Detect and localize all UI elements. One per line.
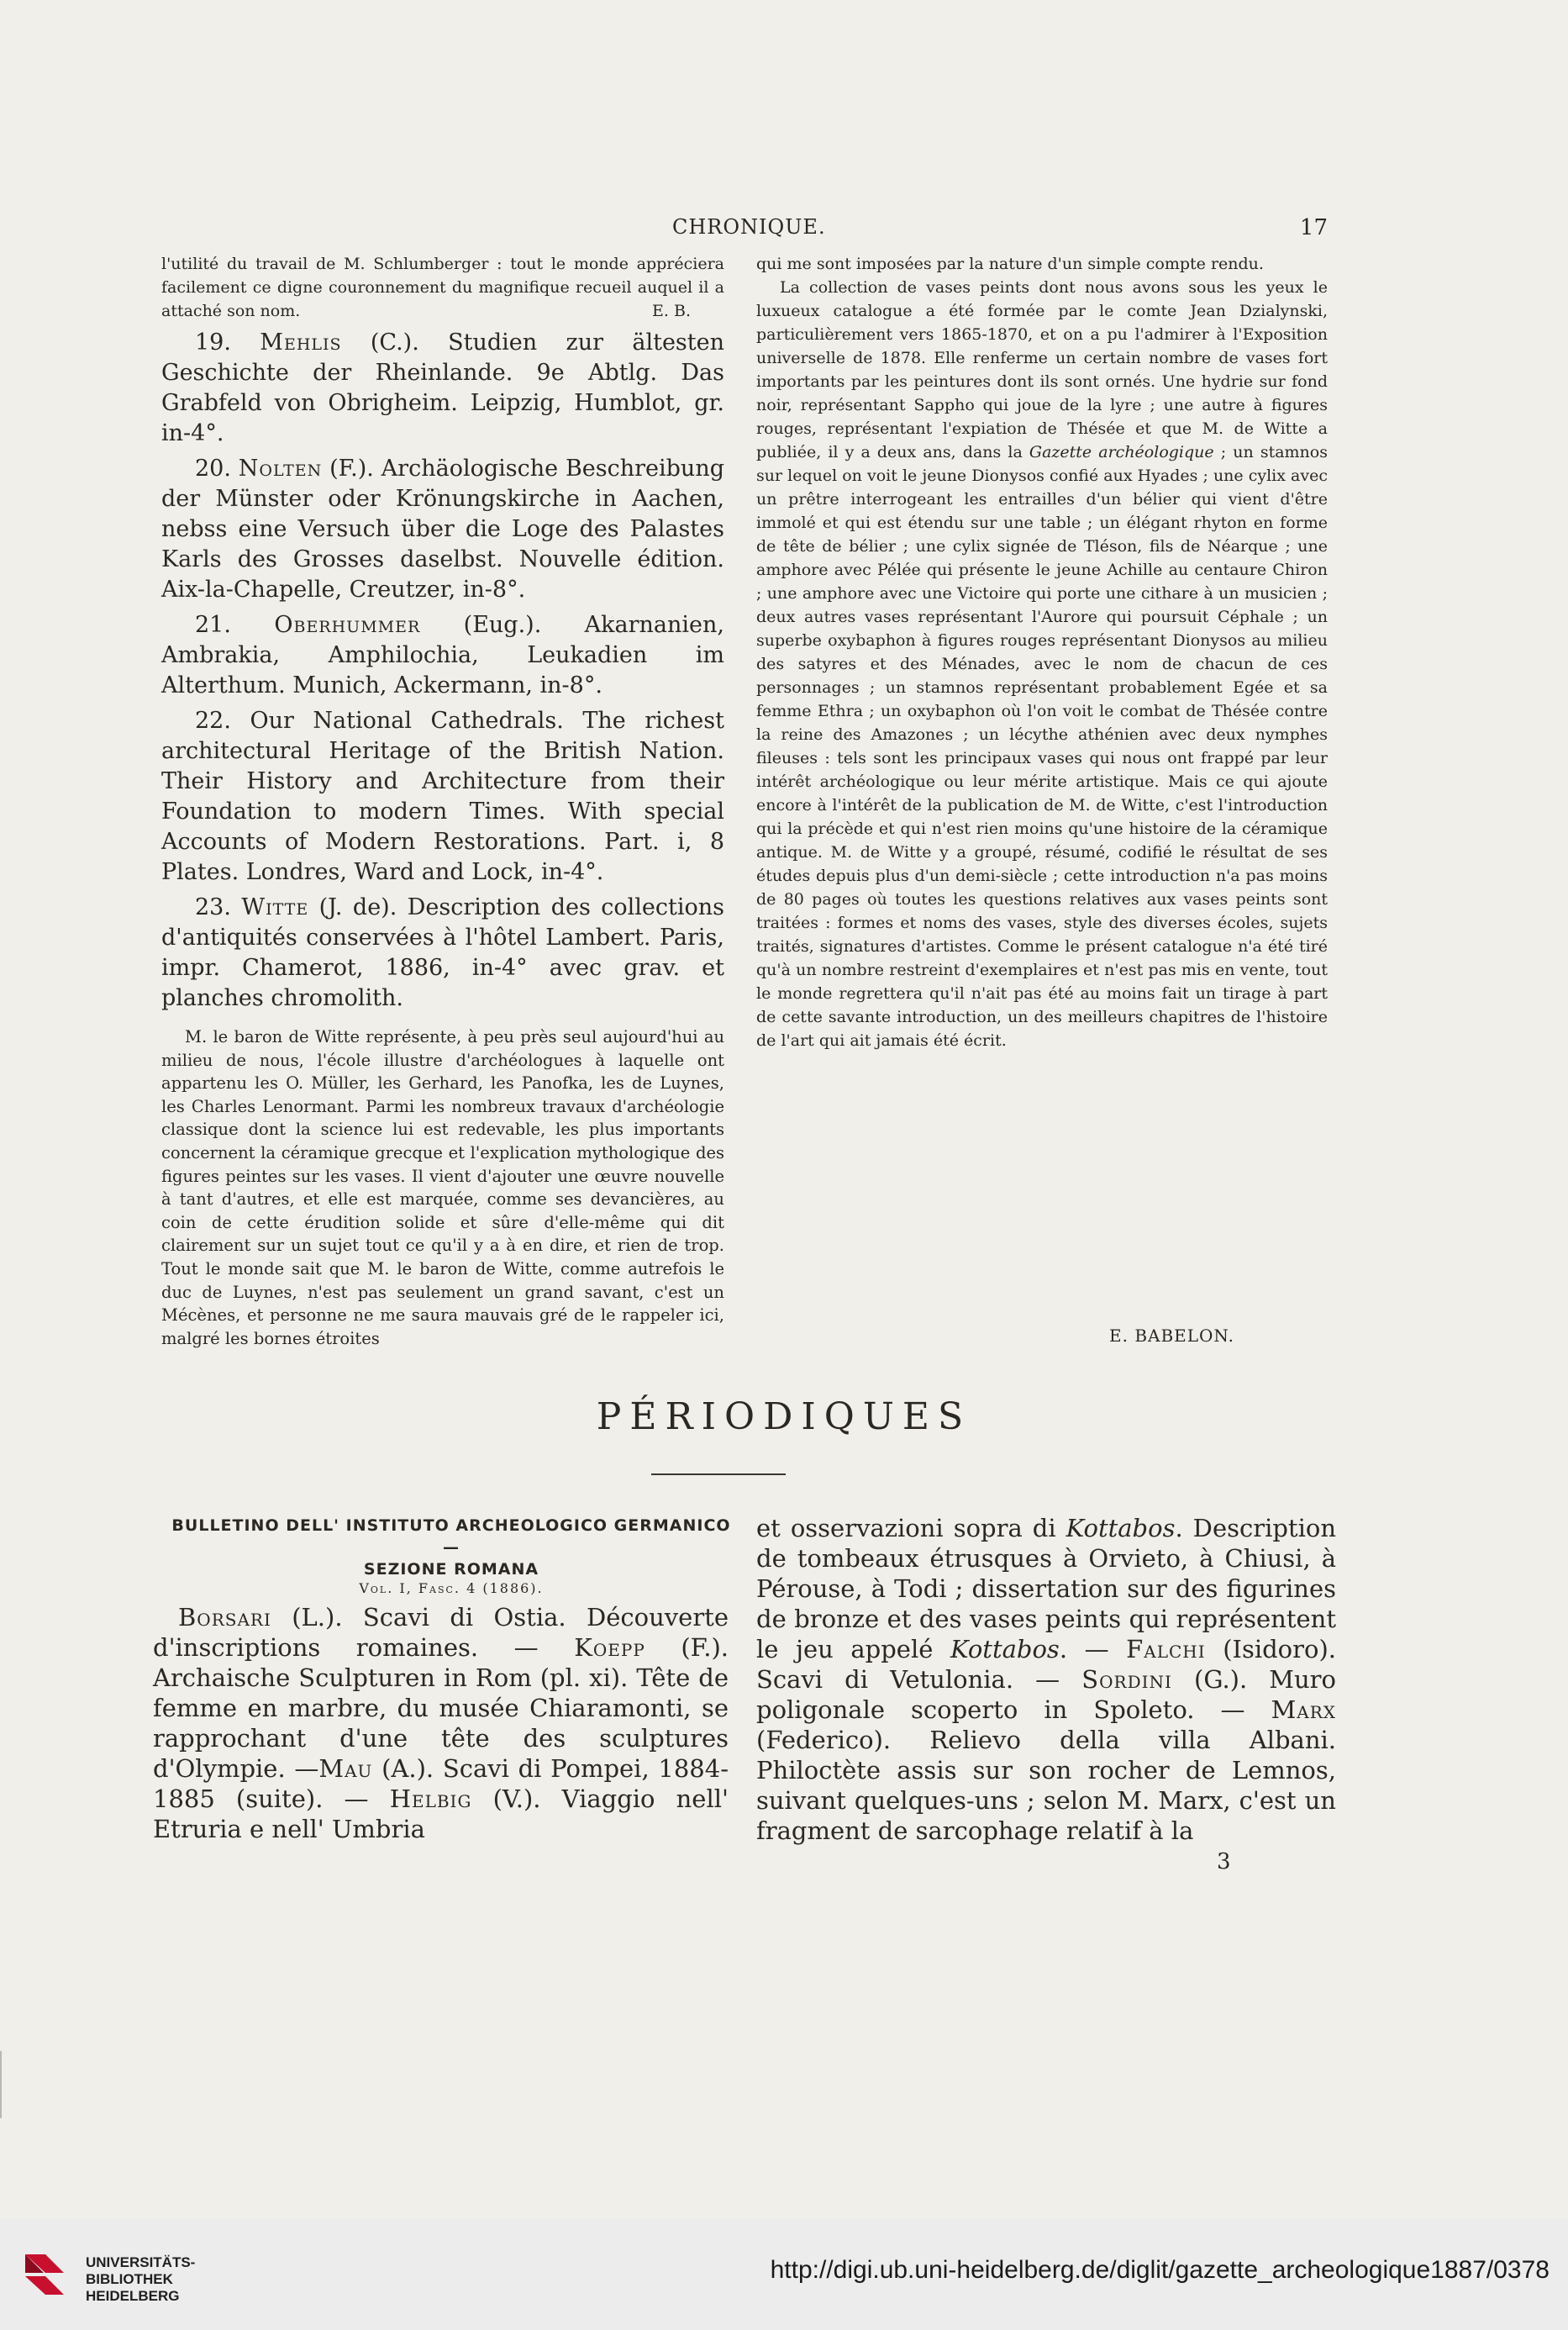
review-note: M. le baron de Witte représente, à peu près seul aujourd'hui au milieu de nous, l'école illustre d'archéologues à laquelle ont appartenu les O. Müller, les Gerhard, les Panofka, les de Luynes, les Charles Lenormant. Parmi les nombreux travaux d'archéologie classique dont la science lui est redevable, les plus importants concernent la céramique grecque et l'explication mythologique des figures peintes sur les vases. Il vient d'ajouter une œuvre nouvelle à tant d'autres, et elle est marquée, comme ses devancières, au coin de cette érudition solide et sûre d'elle-même qui dit clairement sur un sujet tout ce qu'il y a à en dire, et rien de trop. Tout le monde sait que M. le baron de Witte, comme autrefois le duc de Luynes, n'est pas seulement un grand savant, c'est un Mécènes, et personne ne me saura mauvais gré de le rappeler ici, malgré les bornes étroites: [161, 1027, 724, 1348]
bibliography-entry-22: [161, 706, 724, 888]
entry-author: Mehlis: [260, 329, 342, 356]
italic-term: Kottabos: [950, 1635, 1060, 1663]
section-title: PÉRIODIQUES: [596, 1395, 972, 1438]
library-name-line1: UNIVERSITÄTS-: [86, 2254, 196, 2270]
library-name-line3: HEIDELBERG: [86, 2288, 180, 2304]
intro-signature: E. B.: [652, 302, 691, 320]
left-column-bottom: [153, 1602, 729, 1844]
right-column-bottom: [756, 1513, 1336, 1846]
library-name: [86, 2254, 195, 2305]
review-signature: E. BABELON.: [1109, 1326, 1235, 1346]
author-borsari: Borsari: [178, 1603, 271, 1632]
entry-text: (J. de). Description des collections d'antiquités conservées à l'hôtel Lambert. Paris, impr. Chamerot, 1886, in-4° avec grav. et planches chromolith.: [161, 894, 724, 1011]
library-name-line2: BIBLIOTHEK: [86, 2271, 173, 2287]
entry-text: (Eug.). Akarnanien, Ambrakia, Amphilochia, Leukadien im Alterthum. Munich, Ackermann, in-8°.: [161, 612, 724, 698]
summary-text: . —: [1059, 1635, 1127, 1663]
author-koepp: Koepp: [574, 1633, 645, 1662]
margin-mark: [0, 2051, 10, 2118]
review-continuation: qui me sont imposées par la nature d'un simple compte rendu.: [756, 255, 1264, 273]
bibliography-entry-20: [161, 454, 724, 605]
entry-author: Witte: [241, 894, 309, 920]
entry-text: Our National Cathedrals. The richest architectural Heritage of the British Nation. Their History and Architecture from their Foundation to modern Times. With special Accounts of Modern Restorations. Part. i, 8 Plates. Londres, Ward and Lock, in-4°.: [161, 708, 724, 885]
journal-volume: Vol. I, Fasc. 4 (1886).: [359, 1580, 544, 1596]
entry-text: (F.). Archäologische Beschreibung der Münster oder Krönungskirche in Aachen, nebss eine Versuch über die Loge des Palastes Karls des Grosses daselbst. Nouvelle édition. Aix-la-Chapelle, Creutzer, in-8°.: [161, 456, 724, 603]
author-marx: Marx: [1271, 1695, 1336, 1724]
author-falchi: Falchi: [1126, 1635, 1206, 1663]
journal-heading-line1: BULLETINO DELL' INSTITUTO ARCHEOLOGICO GERMANICO —: [171, 1516, 731, 1557]
signature-number: 3: [1217, 1849, 1231, 1874]
left-column-top: [161, 252, 724, 1350]
summary-text: (F.). Archaische Sculpturen in Rom (pl. xi). Tête de femme en marbre, du musée Chiaramonti, se rapprochant d'une tête des sculptures d'Olympie. —: [153, 1633, 729, 1783]
bibliography-entry-23: [161, 893, 724, 1014]
summary-text: (Isidoro). Scavi di Vetulonia. —: [756, 1635, 1336, 1694]
section-divider: [651, 1473, 786, 1475]
periodical-summary-right: [756, 1513, 1336, 1846]
intro-paragraph: [161, 252, 724, 323]
page-number-top: 17: [1299, 215, 1328, 240]
journal-heading: [161, 1515, 741, 1580]
entry-author: Oberhummer: [274, 612, 421, 638]
intro-text: l'utilité du travail de M. Schlumberger : tout le monde appréciera facilement ce digne couronnement du magnifique recueil auquel il a attaché son nom.: [161, 255, 724, 320]
summary-text: (G.). Muro poligonale scoperto in Spoleto. —: [756, 1665, 1336, 1724]
entry-number: 22.: [195, 708, 231, 734]
review-text-b: ; un stamnos sur lequel on voit le jeune Dionysos confié aux Hyades ; une cylix avec un prêtre interrogeant les entrailles d'un bélier qui vient d'être immolé et qui est étendu sur une table ; un élégant rhyton en forme de tête de bélier ; une cylix signée de Tléson, fils de Néarque ; une amphore avec Pélée qui présente le jeune Achille au centaure Chiron ; une amphore avec une Victoire qui porte une cithare à un musicien ; deux autres vases représentant l'Aurore qui poursuit Céphale ; un superbe oxybaphon à figures rouges représentant Dionysos au milieu des satyres et des Ménades, avec le nom de chacun de ces personnages ; un stamnos représentant probablement Egée et sa femme Ethra ; un oxybaphon où l'on voit le combat de Thésée contre la reine des Amazones ; un lécythe athénien avec deux nymphes fileuses : tels sont les principaux vases qui nous ont frappé par leur intérêt archéologique ou leur mérite artistique. Mais ce qui ajoute encore à l'intérêt de la publication de M. de Witte, c'est l'introduction qui la précède et qui n'est rien moins qu'une histoire de la céramique antique. M. de Witte y a groupé, résumé, codifié le résultat de ses études depuis plus d'un demi-siècle ; cette introduction n'a pas moins de 80 pages où toutes les questions relatives aux vases peints sont traitées : formes et noms des vases, style des diverses écoles, sujets traités, signatures d'artistes. Comme le présent catalogue n'a été tiré qu'à un nombre restreint d'exemplaires et n'est pas mis en vente, tout le monde regrettera qu'il n'ait pas été au moins fait un tirage à part de cette savante introduction, un des meilleurs chapitres de l'histoire de l'art qui ait jamais été écrit.: [756, 443, 1328, 1050]
summary-text: . Description de tombeaux étrusques à Orvieto, à Chiusi, à Pérouse, à Todi ; dissertation sur des figurines de bronze et des vases peints qui représentent le jeu appelé: [756, 1514, 1336, 1663]
review-text-a: La collection de vases peints dont nous avons sous les yeux le luxueux catalogue a été formée par le comte Jean Dzialynski, particulièrement vers 1865-1870, et on a pu l'admirer à l'Exposition universelle de 1878. Elle renferme un certain nombre de vases fort importants par les peintures dont ils sont ornés. Une hydrie sur fond noir, représentant Sappho qui joue de la lyre ; une autre à figures rouges, représentant l'expiation de Thésée et que M. de Witte a publiée, il y a deux ans, dans la: [756, 278, 1328, 461]
summary-text: (V.). Viaggio nell' Etruria e nell' Umbria: [153, 1784, 729, 1843]
journal-title-italic: Gazette archéologique: [1029, 443, 1214, 461]
italic-term: Kottabos: [1066, 1514, 1176, 1542]
university-library-logo-icon[interactable]: [20, 2251, 69, 2300]
digitization-footer: [0, 2219, 1568, 2330]
right-column-top: [756, 252, 1328, 1052]
entry-number: 23.: [195, 894, 231, 920]
running-title: CHRONIQUE.: [672, 215, 826, 239]
summary-text: (L.). Scavi di Ostia. Découverte d'inscriptions romaines. —: [153, 1603, 729, 1662]
entry-number: 21.: [195, 612, 231, 638]
entry-number: 19.: [195, 329, 231, 356]
summary-text: (Federico). Relievo della villa Albani. Philoctète assis sur son rocher de Lemnos, suivant quelques-uns ; selon M. Marx, c'est un fragment de sarcophage relatif à la: [756, 1726, 1336, 1845]
entry-number: 20.: [195, 456, 231, 482]
running-header: [134, 215, 1328, 249]
author-helbig: Helbig: [389, 1784, 472, 1813]
author-mau: Mau: [318, 1754, 373, 1783]
entry-author: Nolten: [238, 456, 323, 482]
review-paragraph: [756, 276, 1328, 1052]
author-sordini: Sordini: [1081, 1665, 1172, 1694]
summary-text: (A.). Scavi di Pompei, 1884-1885 (suite). —: [153, 1754, 729, 1813]
permalink-url[interactable]: http://digi.ub.uni-heidelberg.de/diglit/gazette_archeologique1887/0378: [770, 2256, 1550, 2284]
summary-text: et osservazioni sopra di: [756, 1514, 1066, 1542]
entry-text: (C.). Studien zur ältesten Geschichte der Rheinlande. 9e Abtlg. Das Grabfeld von Obrigheim. Leipzig, Humblot, gr. in-4°.: [161, 329, 724, 446]
journal-heading-line2: SEZIONE ROMANA: [363, 1560, 539, 1579]
bibliography-entry-19: [161, 328, 724, 449]
periodical-summary-left: [153, 1602, 729, 1844]
bibliography-entry-21: [161, 610, 724, 701]
